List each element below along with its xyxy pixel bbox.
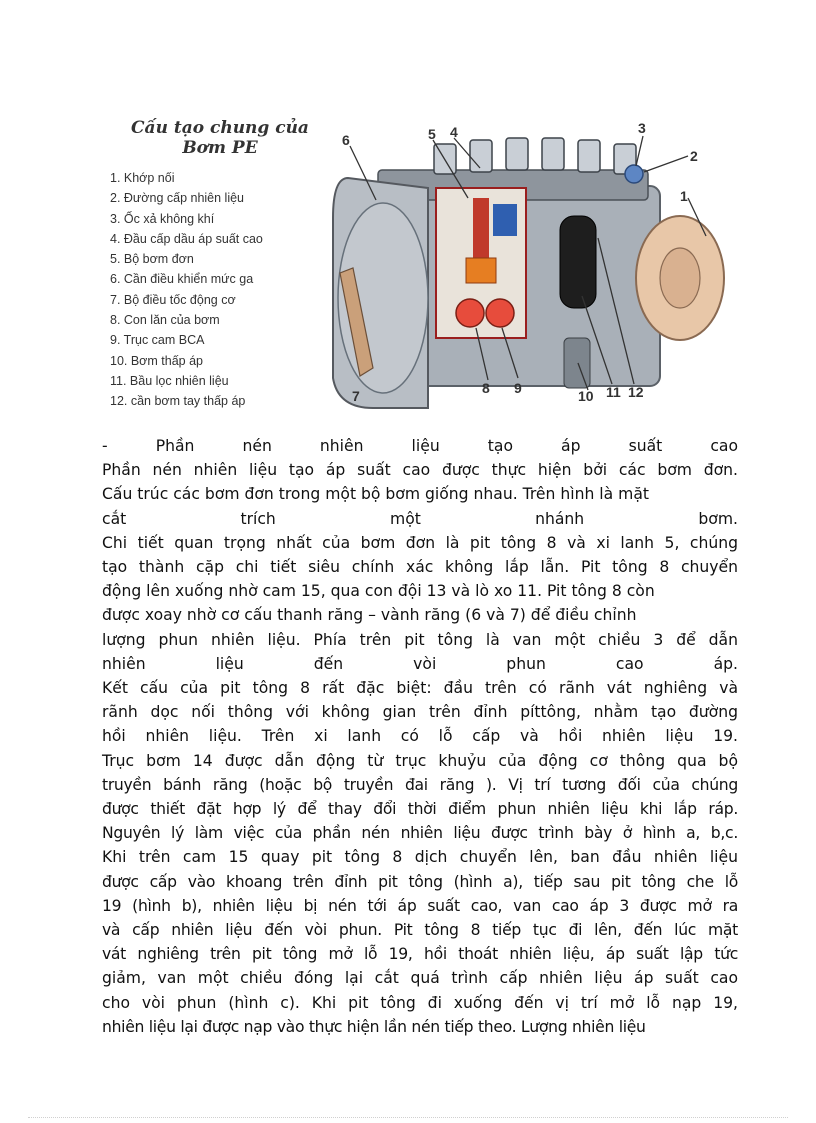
text-line: tạo thành cặp chi tiết siêu chính xác không lắp lẫn. Pit tông 8 chuyển bbox=[102, 558, 738, 577]
text-line: được xoay nhờ cơ cấu thanh răng – vành răng (6 và 7) để điều chỉnh bbox=[102, 606, 637, 625]
legend-item: 12. cần bơm tay thấp áp bbox=[110, 394, 246, 409]
legend-item: 1. Khớp nối bbox=[110, 171, 175, 185]
text-line: nhiên liệu lại được nạp vào thực hiện lần nén tiếp theo. Lượng nhiên liệu bbox=[102, 1017, 646, 1036]
text-line: lượng phun nhiên liệu. Phía trên pit tông là van một chiều 3 để dẫn bbox=[102, 630, 738, 649]
text-line: Kết cấu của pit tông 8 rất đặc biệt: đầu trên có rãnh vát nghiêng và bbox=[102, 679, 738, 698]
legend-item: 2. Đường cấp nhiên liệu bbox=[110, 191, 245, 206]
text-line: Trục bơm 14 được dẫn động từ trục khuỷu của động cơ thông qua bộ bbox=[102, 751, 738, 770]
text-line: rãnh dọc nối thông với không gian trên đỉnh píttông, nhằm tạo đường bbox=[102, 703, 738, 722]
callout-6: 6 bbox=[342, 132, 350, 148]
text-line: truyền bánh răng (hoặc bộ truyền đai răng ). Vị trí tương đối của chúng bbox=[102, 775, 738, 794]
text-line: Chi tiết quan trọng nhất của bơm đơn là pit tông 8 và xi lanh 5, chúng bbox=[102, 533, 738, 552]
text-line: được cấp vào khoang trên đỉnh pit tông (hình a), tiếp sau pit tông che lỗ bbox=[102, 872, 738, 891]
page-bottom-rule bbox=[28, 1117, 788, 1118]
callout-8: 8 bbox=[482, 380, 490, 396]
figure-legend bbox=[110, 168, 330, 412]
text-line: cho vòi phun (hình c). Khi pit tông đi xuống đến vị trí mở lỗ nạp 19, bbox=[102, 993, 738, 1012]
text-line: nhiên liệu đến vòi phun cao áp. bbox=[102, 654, 738, 673]
text-line: hồi nhiên liệu. Trên xi lanh có lỗ cấp và hồi nhiên liệu 19. bbox=[102, 727, 738, 746]
text-line: động lên xuống nhờ cam 15, qua con đội 13 và lò xo 11. Pit tông 8 còn bbox=[102, 582, 655, 601]
legend-item: 4. Đầu cấp dầu áp suất cao bbox=[110, 231, 263, 246]
figure-title: Cấu tạo chung của Bơm PE bbox=[131, 118, 309, 158]
text-line: vát nghiêng trên pit tông mở lỗ 19, hồi thoát nhiên liệu, áp suất lập tức bbox=[102, 945, 738, 964]
text-line: - Phần nén nhiên liệu tạo áp suất cao bbox=[102, 437, 738, 455]
callout-3: 3 bbox=[638, 120, 646, 136]
text-line: Cấu trúc các bơm đơn trong một bộ bơm giống nhau. Trên hình là mặt bbox=[102, 485, 649, 504]
callout-1: 1 bbox=[680, 188, 688, 204]
text-line: cắt trích một nhánh bơm. bbox=[102, 509, 738, 528]
legend-item: 6. Cần điều khiển mức ga bbox=[110, 272, 254, 287]
text-line: giảm, van một chiều đóng lại cắt quá trình cấp nhiên liệu áp suất cao bbox=[102, 969, 738, 988]
callout-7: 7 bbox=[352, 388, 360, 404]
legend-item: 11. Bầu lọc nhiên liệu bbox=[110, 373, 229, 388]
callout-12: 12 bbox=[628, 384, 644, 400]
text-line: được thiết đặt hợp lý để thay đổi thời điểm phun nhiên liệu khi lắp ráp. bbox=[102, 800, 738, 819]
callout-5: 5 bbox=[428, 126, 436, 142]
text-line: Phần nén nhiên liệu tạo áp suất cao được thực hiện bởi các bơm đơn. bbox=[102, 461, 738, 480]
text-line: 19 (hình b), nhiên liệu bị nén tới áp suất cao, van cao áp 3 được mở ra bbox=[102, 896, 738, 915]
text-line: và cấp nhiên liệu đến vòi phun. Pit tông 8 tiếp tục đi lên, đến lúc mặt bbox=[102, 921, 738, 940]
legend-item: 5. Bộ bơm đơn bbox=[110, 252, 194, 267]
legend-item: 9. Trục cam BCA bbox=[110, 333, 205, 348]
legend-item: 8. Con lăn của bơm bbox=[110, 313, 220, 328]
callout-10: 10 bbox=[578, 388, 594, 404]
text-line: Khi trên cam 15 quay pit tông 8 dịch chuyển lên, ban đầu nhiên liệu bbox=[102, 848, 738, 867]
callout-4: 4 bbox=[450, 124, 458, 140]
callout-2: 2 bbox=[690, 148, 698, 164]
pump-diagram-figure bbox=[98, 108, 738, 426]
callout-9: 9 bbox=[514, 380, 522, 396]
legend-item: 3. Ốc xả không khí bbox=[110, 211, 215, 226]
callout-11: 11 bbox=[606, 384, 621, 400]
legend-item: 7. Bộ điều tốc động cơ bbox=[110, 292, 236, 307]
legend-item: 10. Bơm thấp áp bbox=[110, 353, 203, 368]
text-line: Nguyên lý làm việc của phần nén nhiên liệu được trình bày ở hình a, b,c. bbox=[102, 824, 738, 843]
body-text bbox=[102, 434, 738, 1039]
